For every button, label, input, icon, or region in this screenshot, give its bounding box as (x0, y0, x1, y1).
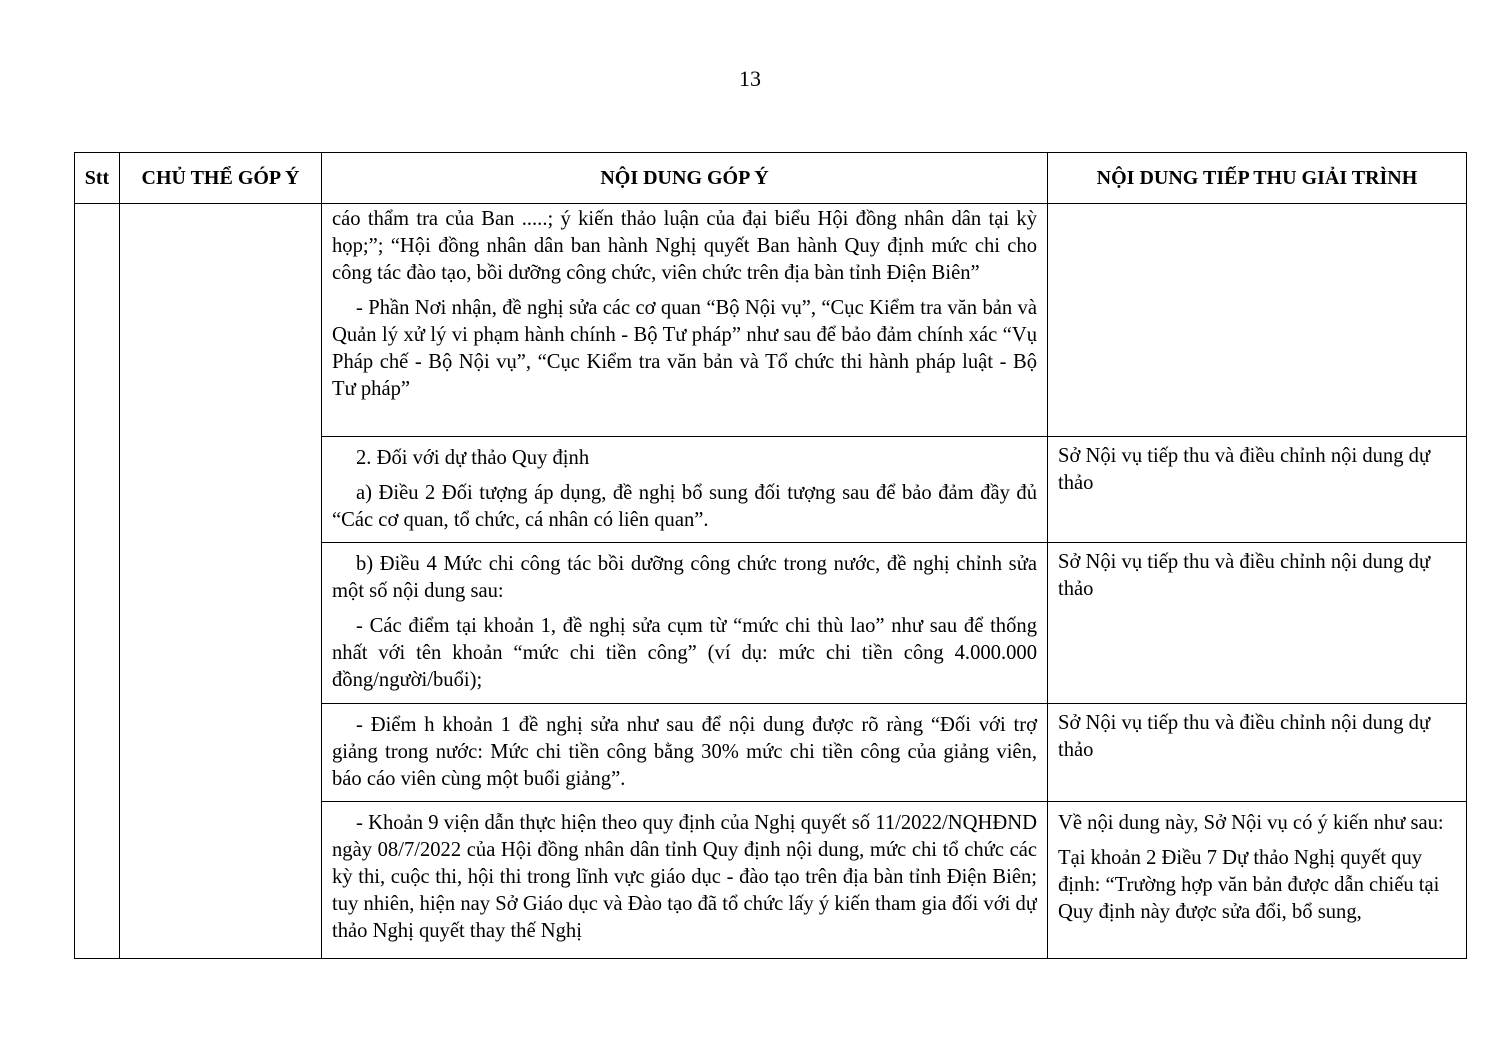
header-stt: Stt (75, 153, 120, 204)
content-cell (322, 204, 1048, 437)
feedback-table (74, 152, 1467, 959)
content-paragraph: a) Điều 2 Đối tượng áp dụng, đề nghị bổ sung đối tượng sau để bảo đảm đầy đủ “Các cơ quan, tổ chức, cá nhân có liên quan”. (332, 482, 1037, 531)
page-number: 13 (739, 66, 761, 91)
content-paragraph: - Điểm h khoản 1 đề nghị sửa như sau để nội dung được rõ ràng “Đối với trợ giảng trong nước: Mức chi tiền công bằng 30% mức chi tiền công của giảng viên, báo cáo viên cùng một buổi giảng”. (332, 714, 1037, 790)
content-paragraph: b) Điều 4 Mức chi công tác bồi dưỡng công chức trong nước, đề nghị chỉnh sửa một số nội dung sau: (332, 553, 1037, 602)
content-cell (322, 704, 1048, 802)
response-cell (1048, 204, 1467, 437)
table-row (75, 204, 1467, 437)
content-cell (322, 802, 1048, 959)
response-cell (1048, 543, 1467, 704)
content-paragraph: - Khoản 9 viện dẫn thực hiện theo quy định của Nghị quyết số 11/2022/NQHĐND ngày 08/7/2022 của Hội đồng nhân dân tỉnh Quy định nội dung, mức chi tổ chức các kỳ thi, cuộc thi, hội thi trong lĩnh vực giáo dục - đào tạo trên địa bàn tỉnh Điện Biên; tuy nhiên, hiện nay Sở Giáo dục và Đào tạo đã tổ chức lấy ý kiến tham gia đối với dự thảo Nghị quyết thay thế Nghị (332, 812, 1037, 942)
response-cell (1048, 802, 1467, 959)
table-header-row (75, 153, 1467, 204)
response-paragraph: Sở Nội vụ tiếp thu và điều chỉnh nội dung dự thảo (1058, 712, 1431, 761)
header-content: NỘI DUNG GÓP Ý (322, 153, 1048, 204)
response-cell (1048, 704, 1467, 802)
response-cell (1048, 437, 1467, 543)
content-paragraph: cáo thẩm tra của Ban .....; ý kiến thảo luận của đại biểu Hội đồng nhân dân tại kỳ họp;”; “Hội đồng nhân dân ban hành Nghị quyết Ban hành Quy định mức chi cho công tác đào tạo, bồi dưỡng công chức, viên chức trên địa bàn tỉnh Điện Biên” (332, 208, 1037, 284)
stt-cell (75, 204, 120, 959)
response-paragraph: Về nội dung này, Sở Nội vụ có ý kiến như sau: (1058, 812, 1444, 834)
response-paragraph: Sở Nội vụ tiếp thu và điều chỉnh nội dung dự thảo (1058, 445, 1431, 494)
header-response: NỘI DUNG TIẾP THU GIẢI TRÌNH (1048, 153, 1467, 204)
content-cell (322, 437, 1048, 543)
content-paragraph: - Các điểm tại khoản 1, đề nghị sửa cụm từ “mức chi thù lao” như sau để thống nhất với tên khoản “mức chi tiền công” (ví dụ: mức chi tiền công 4.000.000 đồng/người/buổi); (332, 615, 1037, 691)
response-paragraph: Tại khoản 2 Điều 7 Dự thảo Nghị quyết quy định: “Trường hợp văn bản được dẫn chiếu tại Quy định này được sửa đổi, bổ sung, (1058, 847, 1440, 923)
content-paragraph: - Phần Nơi nhận, đề nghị sửa các cơ quan “Bộ Nội vụ”, “Cục Kiểm tra văn bản và Quản lý xử lý vi phạm hành chính - Bộ Tư pháp” như sau để bảo đảm chính xác “Vụ Pháp chế - Bộ Nội vụ”, “Cục Kiểm tra văn bản và Tổ chức thi hành pháp luật - Bộ Tư pháp” (332, 297, 1037, 400)
response-paragraph: Sở Nội vụ tiếp thu và điều chỉnh nội dung dự thảo (1058, 551, 1431, 600)
header-subject: CHỦ THỂ GÓP Ý (120, 153, 322, 204)
subject-cell (120, 204, 322, 959)
content-paragraph: 2. Đối với dự thảo Quy định (356, 447, 590, 469)
content-cell (322, 543, 1048, 704)
